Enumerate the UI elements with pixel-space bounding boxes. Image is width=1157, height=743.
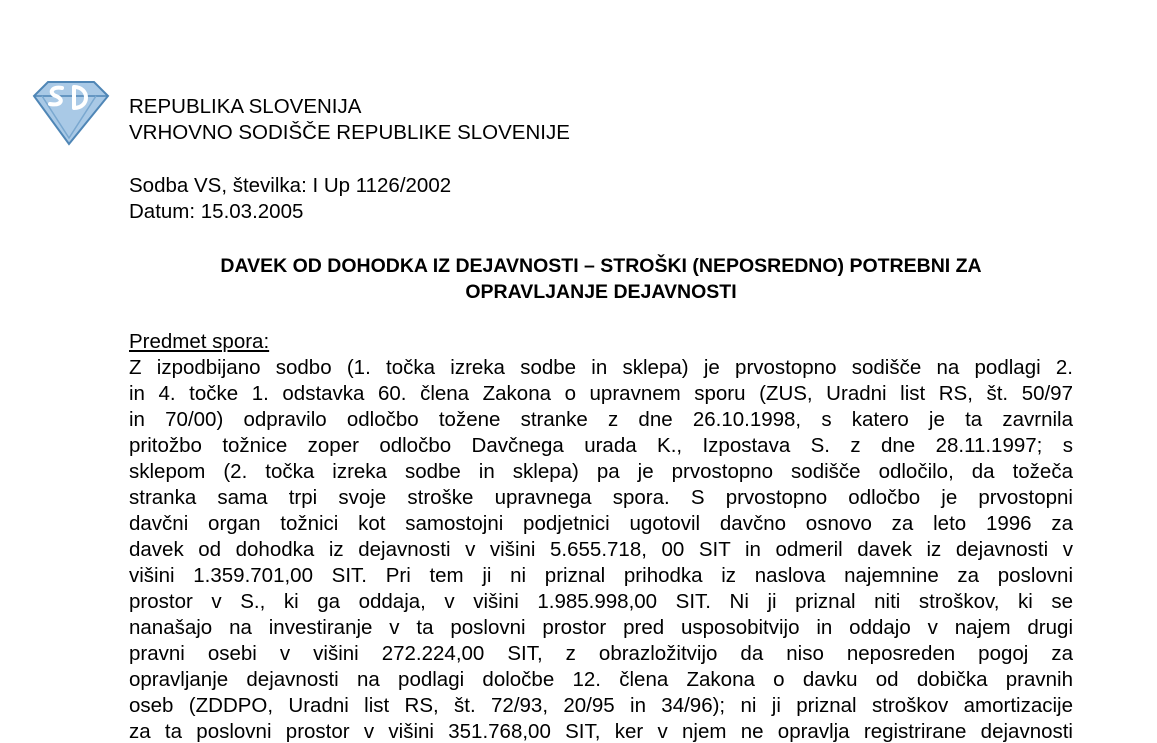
body-line: višini 1.359.701,00 SIT. Pri tem ji ni priznal prihodka iz naslova najemnine za poslovni [129, 564, 1073, 587]
case-meta [129, 173, 451, 225]
court-logo [28, 78, 110, 148]
body-line: in 70/00) odpravilo odločbo tožene stranke z dne 26.10.1998, s katero je ta zavrnila [129, 408, 1073, 431]
document-title [129, 253, 1073, 305]
document-header [129, 94, 570, 146]
body-line: opravljanje dejavnosti na podlagi določbe 12. člena Zakona o davku od dobička pravnih [129, 668, 1073, 691]
case-number: Sodba VS, številka: I Up 1126/2002 [129, 174, 452, 197]
body-line: davčni organ tožnici kot samostojni podjetnici ugotovil davčno osnovo za leto 1996 za [129, 512, 1073, 535]
body-line: pritožbo tožnice zoper odločbo Davčnega urada K., Izpostava S. z dne 28.11.1997; s [129, 434, 1073, 457]
body-line: davek od dohodka iz dejavnosti v višini 5.655.718, 00 SIT in odmeril davek iz dejavnosti v [129, 538, 1073, 561]
body-line: Z izpodbijano sodbo (1. točka izreka sodbe in sklepa) je prvostopno sodišče na podlagi 2. [129, 356, 1073, 379]
body-line: nanašajo na investiranje v ta poslovni prostor pred usposobitvijo in oddajo v najem drugi [129, 616, 1073, 639]
body-line: pravni osebi v višini 272.224,00 SIT, z obrazložitvijo da niso neposreden pogoj za [129, 642, 1073, 665]
section-body [129, 355, 1073, 743]
decision-date: Datum: 15.03.2005 [129, 200, 304, 223]
body-line: stranka sama trpi svoje stroške upravnega spora. S prvostopno odločbo je prvostopni [129, 486, 1073, 509]
court-name: VRHOVNO SODIŠČE REPUBLIKE SLOVENIJE [129, 121, 570, 144]
body-line: in 4. točke 1. odstavka 60. člena Zakona o upravnem sporu (ZUS, Uradni list RS, št. 50/97 [129, 382, 1073, 405]
country-name: REPUBLIKA SLOVENIJA [129, 95, 362, 118]
body-line: oseb (ZDDPO, Uradni list RS, št. 72/93, 20/95 in 34/96); ni ji priznal stroškov amortizacije [129, 694, 1073, 717]
title-line-2: OPRAVLJANJE DEJAVNOSTI [465, 281, 737, 303]
title-line-1: DAVEK OD DOHODKA IZ DEJAVNOSTI – STROŠKI (NEPOSREDNO) POTREBNI ZA [220, 255, 982, 277]
body-line: za ta poslovni prostor v višini 351.768,00 SIT, ker v njem ne opravlja registrirane dejavnosti [129, 720, 1073, 743]
body-line: prostor v S., ki ga oddaja, v višini 1.985.998,00 SIT. Ni ji priznal niti stroškov, ki se [129, 590, 1073, 613]
section-heading: Predmet spora: [129, 330, 270, 353]
body-line: sklepom (2. točka izreka sodbe in sklepa) pa je prvostopno sodišče odločilo, da tožeča [129, 460, 1073, 483]
